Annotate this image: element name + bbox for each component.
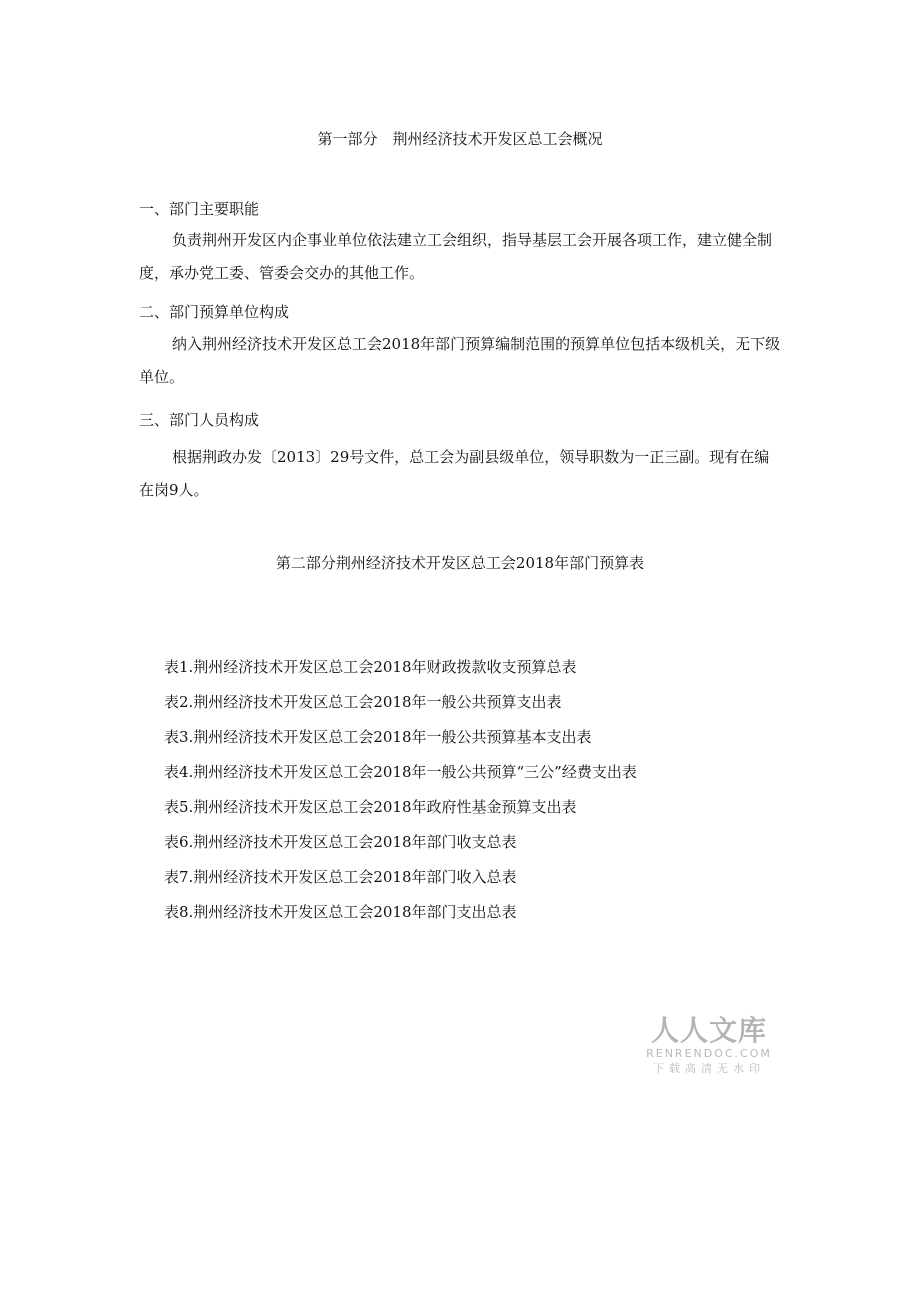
part1-title: 第一部分 荆州经济技术开发区总工会概况: [317, 130, 603, 148]
watermark-domain: RENRENDOC.COM: [646, 1047, 772, 1060]
section2-body: 纳入荆州经济技术开发区总工会2018年部门预算编制范围的预算单位包括本级机关，无下级单位。: [139, 335, 781, 386]
watermark-tagline: 下载高清无水印: [653, 1062, 765, 1075]
table-list-item: 表5.荆州经济技术开发区总工会2018年政府性基金预算支出表: [164, 798, 577, 816]
table-list-item: 表1.荆州经济技术开发区总工会2018年财政拨款收支预算总表: [164, 658, 577, 676]
section2-heading: 二、部门预算单位构成: [139, 303, 290, 321]
table-list-item: 表3.荆州经济技术开发区总工会2018年一般公共预算基本支出表: [164, 728, 592, 746]
section1-heading: 一、部门主要职能: [139, 200, 260, 218]
part2-title: 第二部分荆州经济技术开发区总工会2018年部门预算表: [275, 554, 645, 572]
table-list-item: 表8.荆州经济技术开发区总工会2018年部门支出总表: [164, 903, 517, 921]
section3-heading: 三、部门人员构成: [139, 411, 260, 429]
table-list-item: 表7.荆州经济技术开发区总工会2018年部门收入总表: [164, 868, 517, 886]
watermark-title: 人人文库: [650, 1014, 767, 1047]
watermark-logo: [644, 1015, 774, 1077]
section1-body: 负责荆州开发区内企事业单位依法建立工会组织，指导基层工会开展各项工作，建立健全制度，承办党工委、管委会交办的其他工作。: [139, 231, 773, 282]
table-list-item: 表6.荆州经济技术开发区总工会2018年部门收支总表: [164, 833, 517, 851]
table-list-item: 表2.荆州经济技术开发区总工会2018年一般公共预算支出表: [164, 693, 562, 711]
table-list-item: 表4.荆州经济技术开发区总工会2018年一般公共预算“三公”经费支出表: [164, 763, 637, 781]
section3-body: 根据荆政办发〔2013〕29号文件，总工会为副县级单位，领导职数为一正三副。现有在编在岗9人。: [139, 448, 770, 499]
